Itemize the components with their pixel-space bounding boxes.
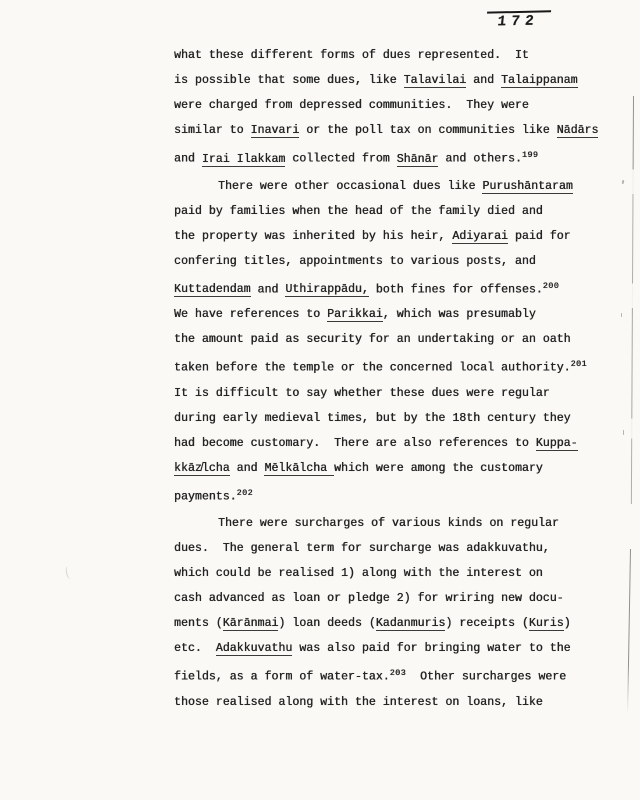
underlined-term: Inavari xyxy=(250,124,300,137)
underlined-term: Kuttadendam xyxy=(174,283,251,296)
text-run: and others. xyxy=(438,152,522,166)
underlined-term: Shānār xyxy=(396,152,439,166)
underlined-term: Purushāntaram xyxy=(482,179,573,193)
text-line xyxy=(174,352,620,381)
text-line xyxy=(174,302,620,327)
scan-speck-artifact xyxy=(621,313,622,317)
footnote-ref: 201 xyxy=(570,360,588,369)
underlined-term: Mēlkālcha xyxy=(264,461,335,475)
text-run: taken before the temple or the concerned local authority. xyxy=(174,361,571,375)
text-run: were charged from depressed communities. They were xyxy=(174,99,529,112)
text-line xyxy=(174,536,620,561)
text-run: etc. xyxy=(174,642,216,655)
scan-smudge-artifact xyxy=(65,566,74,580)
text-line xyxy=(174,327,620,352)
text-run: and xyxy=(174,152,202,166)
text-run: was also paid for bringing water to the xyxy=(292,642,571,655)
text-line xyxy=(174,249,620,274)
underlined-term: Kārānmai xyxy=(222,617,279,630)
text-run: There were surcharges of various kinds on regular xyxy=(218,517,559,530)
text-line xyxy=(174,481,620,510)
text-run: ) loan deeds ( xyxy=(278,617,376,630)
underlined-term: Adiyarai xyxy=(452,229,508,243)
text-line xyxy=(174,690,620,715)
footnote-ref: 202 xyxy=(236,488,254,498)
text-run: ) receipts ( xyxy=(445,617,529,630)
footnote-ref: 199 xyxy=(521,151,539,160)
text-line xyxy=(174,561,620,586)
text-run: or the poll tax on communities like xyxy=(299,124,557,137)
text-line xyxy=(174,174,620,199)
text-run: paid for xyxy=(507,229,571,243)
scan-scratch-artifact xyxy=(631,96,634,504)
text-run: similar to xyxy=(174,124,251,137)
underlined-term: Parikkai xyxy=(327,308,383,321)
text-run: which could be realised 1) along with the interest on xyxy=(174,567,543,580)
text-line xyxy=(174,93,620,118)
text-run: dues. The general term for surcharge was adakkuvathu, xyxy=(174,542,550,555)
underlined-term: Kuris xyxy=(528,617,564,630)
text-run: both fines for offenses. xyxy=(368,283,543,296)
text-run: payments. xyxy=(174,490,237,503)
text-line xyxy=(174,274,620,303)
text-run: There were other occasional dues like xyxy=(218,179,483,193)
footnote-ref: 203 xyxy=(389,669,407,678)
paragraph xyxy=(174,43,620,172)
text-run: paid by families when the head of the family died and xyxy=(174,204,543,218)
text-run: those realised along with the interest on loans, like xyxy=(174,695,543,709)
text-line xyxy=(174,431,620,456)
document-text-block xyxy=(174,43,620,715)
text-line xyxy=(174,381,620,406)
text-line xyxy=(174,586,620,611)
text-run: the property was inherited by his heir, xyxy=(174,229,453,243)
text-run: cash advanced as loan or pledge 2) for wriring new docu- xyxy=(174,592,564,605)
text-run: ) xyxy=(563,617,571,630)
text-run: is possible that some dues, like xyxy=(174,74,404,87)
underlined-term: kkāz̸lcha xyxy=(174,461,230,475)
text-run: confering titles, appointments to various posts, and xyxy=(174,254,536,268)
text-line xyxy=(174,118,620,143)
underlined-term: Talaippanam xyxy=(501,74,578,87)
underlined-term: Kuppa- xyxy=(535,436,578,450)
underlined-term: Kadanmuris xyxy=(375,617,446,630)
underlined-term: Adakkuvathu xyxy=(215,642,293,655)
text-run: during early medieval times, but by the 18th century they xyxy=(174,411,571,425)
text-run: had become customary. There are also references to xyxy=(174,436,536,450)
text-line xyxy=(174,143,620,172)
text-line xyxy=(174,43,620,68)
scan-speck-artifact xyxy=(622,180,625,184)
footnote-ref: 200 xyxy=(542,281,560,291)
text-line xyxy=(174,224,620,249)
text-line xyxy=(174,611,620,636)
text-run: We have references to xyxy=(174,308,328,321)
scan-scratch-artifact xyxy=(627,549,631,714)
underlined-term: Nādārs xyxy=(556,124,599,137)
paragraph xyxy=(174,174,620,510)
text-line xyxy=(174,456,620,481)
text-run: which were among the customary xyxy=(334,461,543,475)
text-run: ments ( xyxy=(174,617,223,630)
text-run: , which was presumably xyxy=(382,308,536,321)
text-run: It is difficult to say whether these dues were regular xyxy=(174,386,550,400)
text-run: the amount paid as security for an undertaking or an oath xyxy=(174,333,571,346)
underlined-term: Uthirappādu, xyxy=(285,283,369,296)
text-run: and xyxy=(250,283,286,296)
text-line xyxy=(174,636,620,661)
underlined-term: Irai Ilakkam xyxy=(201,152,286,166)
text-run: and xyxy=(229,461,265,475)
text-run: collected from xyxy=(285,152,397,166)
text-line xyxy=(174,511,620,536)
paragraph xyxy=(174,511,620,715)
text-run: fields, as a form of water-tax. xyxy=(174,670,390,684)
text-run: and xyxy=(466,74,502,87)
text-line xyxy=(174,199,620,224)
scan-speck-artifact xyxy=(623,430,624,435)
text-run: what these different forms of dues represented. It xyxy=(174,49,529,62)
text-line xyxy=(174,661,620,690)
text-line xyxy=(174,406,620,431)
text-line xyxy=(174,68,620,93)
text-run: Other surcharges were xyxy=(406,670,567,684)
page-number: 172 xyxy=(485,10,551,34)
underlined-term: Talavilai xyxy=(403,74,467,87)
